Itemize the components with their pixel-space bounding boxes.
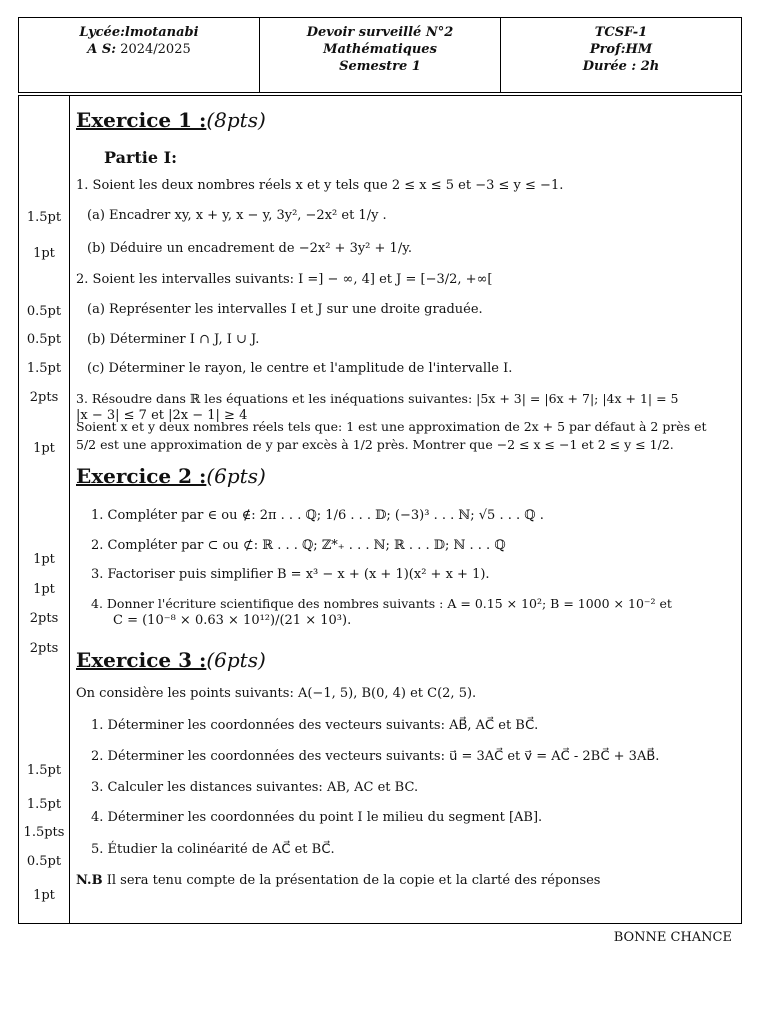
- exercise-3-heading: [76, 648, 266, 672]
- question-line: 1. Soient les deux nombres réels x et y tels que 2 ≤ x ≤ 5 et −3 ≤ y ≤ −1.: [76, 178, 564, 193]
- points-label: 1.5pt: [26, 210, 62, 225]
- question-line: C = (10⁻⁸ × 0.63 × 10¹²)/(21 × 10³).: [113, 613, 352, 628]
- points-label: 0.5pt: [26, 332, 62, 347]
- question-line: On considère les points suivants: A(−1, 5), B(0, 4) et C(2, 5).: [76, 686, 477, 701]
- nb-label: N.B: [76, 873, 103, 888]
- points-label: 1.5pt: [26, 361, 62, 376]
- exercise-3-points: (6pts): [206, 648, 266, 672]
- exam-frame: [18, 95, 742, 924]
- question-line: 3. Factoriser puis simplifier B = x³ − x + (x + 1)(x² + x + 1).: [91, 567, 490, 582]
- exam-duration: Durée : 2h: [582, 59, 660, 74]
- class-name: TCSF-1: [594, 25, 648, 40]
- exam-semester: Semestre 1: [339, 59, 421, 74]
- exercise-1-title: Exercice 1 :: [76, 108, 207, 132]
- part-1-heading: Partie I:: [104, 148, 178, 167]
- points-label: 1.5pt: [26, 763, 62, 778]
- question-line: (a) Représenter les intervalles I et J sur une droite graduée.: [87, 302, 483, 317]
- question-line: (a) Encadrer xy, x + y, x − y, 3y², −2x² et 1/y .: [87, 208, 387, 223]
- points-margin: [19, 96, 70, 923]
- question-line: (b) Déterminer I ∩ J, I ∪ J.: [87, 332, 260, 347]
- question-line: |x − 3| ≤ 7 et |2x − 1| ≥ 4: [76, 408, 248, 423]
- exam-subject: Mathématiques: [323, 42, 437, 57]
- school-name: Lycée:lmotanabi: [79, 25, 199, 40]
- question-line: 1. Déterminer les coordonnées des vecteurs suivants: AB⃗, AC⃗ et BC⃗.: [91, 718, 539, 733]
- points-label: 1pt: [33, 441, 55, 456]
- question-line: 1. Compléter par ∈ ou ∉: 2π . . . ℚ; 1/6 . . . 𝔻; (−3)³ . . . ℕ; √5 . . . ℚ .: [91, 508, 544, 523]
- question-line: 2. Soient les intervalles suivants: I =] − ∞, 4] et J = [−3/2, +∞[: [76, 272, 493, 287]
- nb-note: [76, 873, 600, 888]
- exercise-3-title: Exercice 3 :: [76, 648, 207, 672]
- points-label: 1.5pt: [26, 797, 62, 812]
- question-line: 5. Étudier la colinéarité de AC⃗ et BC⃗.: [91, 842, 335, 857]
- points-label: 1.5pts: [23, 825, 65, 840]
- header-title-cell: [260, 18, 501, 92]
- nb-text: Il sera tenu compte de la présentation de la copie et la clarté des réponses: [106, 873, 601, 888]
- header-table: [18, 17, 742, 93]
- question-line: 2. Déterminer les coordonnées des vecteurs suivants: u⃗ = 3AC⃗ et v⃗ = AC⃗ - 2BC⃗ + 3AB⃗.: [91, 749, 660, 764]
- question-line: 4. Donner l'écriture scientifique des nombres suivants : A = 0.15 × 10²; B = 1000 × 10⁻² et: [91, 596, 672, 611]
- exercise-1-points: (8pts): [206, 108, 266, 132]
- school-year: 2024/2025: [120, 42, 191, 57]
- year-label: A S:: [87, 42, 117, 57]
- header-class-cell: [501, 18, 741, 92]
- points-label: 2pts: [29, 641, 59, 656]
- teacher-name: Prof:HM: [589, 42, 653, 57]
- exercise-1-heading: [76, 108, 266, 132]
- question-line: (b) Déduire un encadrement de −2x² + 3y² + 1/y.: [87, 241, 412, 256]
- question-line: 3. Résoudre dans ℝ les équations et les inéquations suivantes: |5x + 3| = |6x + 7|; |4x + 1| = 5: [76, 391, 679, 406]
- points-label: 2pts: [29, 611, 59, 626]
- question-line: (c) Déterminer le rayon, le centre et l'amplitude de l'intervalle I.: [87, 361, 513, 376]
- points-label: 2pts: [29, 390, 59, 405]
- exercise-2-heading: [76, 464, 266, 488]
- header-school-cell: [19, 18, 260, 92]
- points-label: 1pt: [33, 582, 55, 597]
- points-label: 0.5pt: [26, 304, 62, 319]
- points-label: 1pt: [33, 552, 55, 567]
- exercise-2-points: (6pts): [206, 464, 266, 488]
- question-line: 5/2 est une approximation de y par excès à 1/2 près. Montrer que −2 ≤ x ≤ −1 et 2 ≤ y ≤ 1/2.: [76, 437, 674, 452]
- points-label: 1pt: [33, 888, 55, 903]
- question-line: Soient x et y deux nombres réels tels que: 1 est une approximation de 2x + 5 par défaut à 2 près et: [76, 419, 707, 434]
- points-label: 1pt: [33, 246, 55, 261]
- exercise-2-title: Exercice 2 :: [76, 464, 207, 488]
- question-line: 4. Déterminer les coordonnées du point I le milieu du segment [AB].: [91, 810, 543, 825]
- question-line: 3. Calculer les distances suivantes: AB, AC et BC.: [91, 780, 419, 795]
- exam-title: Devoir surveillé N°2: [306, 25, 454, 40]
- question-line: 2. Compléter par ⊂ ou ⊄: ℝ . . . ℚ; ℤ*₊ . . . ℕ; ℝ . . . 𝔻; ℕ . . . ℚ: [91, 538, 506, 553]
- points-label: 0.5pt: [26, 854, 62, 869]
- footer-good-luck: BONNE CHANCE: [613, 930, 732, 945]
